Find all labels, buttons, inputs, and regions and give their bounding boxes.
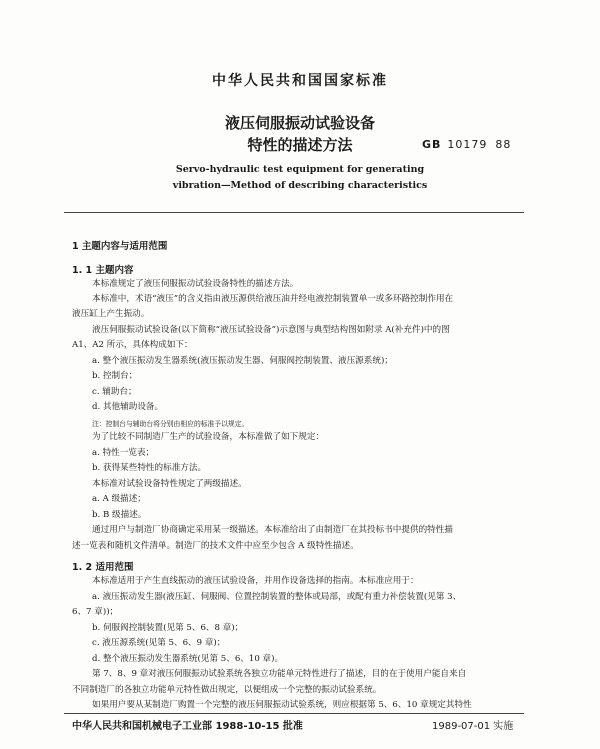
list-item: c. 辅助台； bbox=[92, 387, 137, 397]
section-heading-1-1: 1. 1 主题内容 bbox=[72, 265, 134, 276]
list-item: d. 其他辅助设备。 bbox=[92, 402, 164, 412]
paragraph-line: 通过用户与制造厂协商确定采用某一级描述。本标准给出了由制造厂在其投标书中提供的特性描 bbox=[92, 525, 453, 535]
list-item: a. 整个液压振动发生器系统(液压振动发生器、伺服阀控制装置、液压源系统)； bbox=[92, 356, 393, 366]
paragraph-line: 如果用户要从某制造厂购置一个完整的液压伺服振动试验系统，则应根据第 5、6、10 章规定其特性 bbox=[92, 700, 472, 710]
approval-line: 中华人民共和国机械电子工业部 1988-10-15 批准 bbox=[72, 721, 303, 732]
list-item: b. B 级描述。 bbox=[92, 510, 147, 520]
footer-divider bbox=[64, 713, 524, 714]
list-item: b. 获得某些特性的标准方法。 bbox=[92, 463, 207, 473]
standard-title-line2: 特性的描述方法 bbox=[247, 136, 353, 154]
paragraph-line: 不同制造厂的各独立功能单元特性做出规定，以便组成一个完整的振动试验系统。 bbox=[72, 685, 382, 695]
standard-code bbox=[422, 138, 511, 151]
paragraph-line: 液压缸上产生振动。 bbox=[72, 309, 150, 319]
list-item: a. A 级描述； bbox=[92, 494, 146, 504]
paragraph-line: 为了比较不同制造厂生产的试验设备，本标准做了如下规定： bbox=[92, 432, 325, 442]
note-line: 注：控制台与辅助台将分别由相应的标准予以规定。 bbox=[92, 420, 249, 428]
header-divider bbox=[64, 212, 524, 213]
national-standard-heading: 中华人民共和国国家标准 bbox=[212, 73, 388, 89]
list-item: b. 伺服阀控制装置(见第 5、6、8 章)； bbox=[92, 623, 244, 633]
paragraph-line: 第 7、8、9 章对液压伺服振动试验系统各独立功能单元特性进行了描述，目的在于使用户能自来自 bbox=[92, 669, 467, 679]
standard-code-prefix: GB bbox=[422, 138, 442, 151]
section-heading-1-2: 1. 2 适用范围 bbox=[72, 562, 134, 573]
english-title-line2: vibration—Method of describing characteristics bbox=[172, 180, 428, 191]
list-item: c. 液压源系统(见第 5、6、9 章)； bbox=[92, 638, 226, 648]
paragraph-line: 本标准适用于产生直线振动的液压试验设备，并用作设备选择的指南。本标准应用于： bbox=[92, 576, 419, 586]
standard-code-year: 88 bbox=[495, 138, 512, 151]
list-item: a. 液压振动发生器(液压缸、伺服阀、位置控制装置的整体或局部，或配有重力补偿装置(见第 3、 bbox=[92, 592, 462, 602]
paragraph-line: 本标准规定了液压伺服振动试验设备特性的描述方法。 bbox=[92, 279, 299, 289]
paragraph-line: 液压伺服振动试验设备(以下简称“液压试验设备”)示意图与典型结构图如附录 A(补充件)中的图 bbox=[92, 325, 450, 335]
standard-code-number: 10179 bbox=[447, 138, 488, 151]
paragraph-line: 述一览表和随机文件清单。制造厂的技术文件中应至少包含 A 级特性描述。 bbox=[72, 541, 359, 551]
paragraph-line: 本标准中，术语“液压”的含义指由液压源供给液压油并经电液控制装置单一或多环路控制作用在 bbox=[92, 294, 454, 304]
list-item: a. 特性一览表； bbox=[92, 448, 155, 458]
implementation-date: 1989-07-01 实施 bbox=[432, 721, 514, 732]
list-item: d. 整个液压振动发生器系统(见第 5、6、10 章)。 bbox=[92, 654, 284, 664]
paragraph-line: 本标准对试验设备特性规定了两级描述。 bbox=[92, 479, 247, 489]
section-heading-1: 1 主题内容与适用范围 bbox=[72, 241, 168, 252]
list-item: b. 控制台； bbox=[92, 371, 138, 381]
list-item-continuation: 6、7 章))； bbox=[72, 607, 119, 617]
standard-title-line1: 液压伺服振动试验设备 bbox=[224, 114, 375, 132]
english-title-line1: Servo-hydraulic test equipment for generating bbox=[175, 164, 425, 175]
paragraph-line: A1、A2 所示，具体构成如下： bbox=[72, 340, 193, 350]
